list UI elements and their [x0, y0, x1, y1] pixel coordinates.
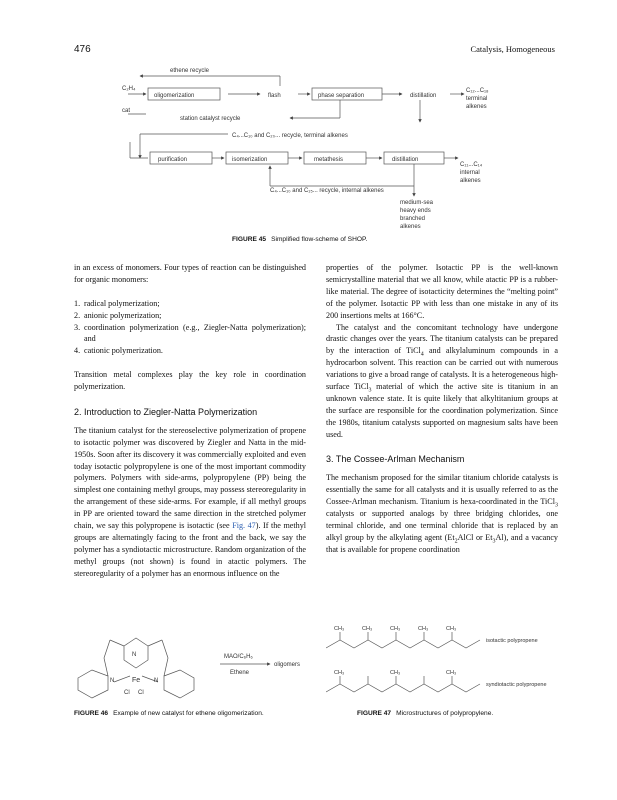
figure45-caption-text: Simplified flow-scheme of SHOP.: [271, 236, 368, 243]
figure46-caption-text: Example of new catalyst for ethene oligomerization.: [113, 710, 264, 717]
section2-heading: 2. Introduction to Ziegler-Natta Polymerization: [74, 406, 258, 417]
iso-methyl-5: CH₃: [446, 626, 457, 632]
figure46-caption: [74, 710, 264, 717]
syn-methyl-3: CH₃: [446, 670, 457, 676]
figure47-label: FIGURE 47: [357, 710, 392, 717]
flow-internal-recycle: C₄...C₁₀ and C₁₅... recycle, internal alkenes: [270, 188, 384, 194]
flow-c4c10-recycle: C₄...C₁₀ and C₂₀... recycle, terminal alkenes: [232, 133, 348, 139]
list-item: 1. radical polymerization;: [74, 298, 160, 308]
right-para3: The mechanism proposed for the similar titanium chloride catalysts is essentially the same for all catalysts and it is usually referred to as the Cossee-Arlman mechanism. Titanium is hexa-coordinated in the TiCl$_3$ catalysts or supported analogs by three bridging chlorides, one terminal chloride, and one terminal chloride that is replaced by an alkyl group by the alkylating agent ($Et_2AlCl$ or $Et_3Al$), and a vacancy that is available for propene coordination: [326, 473, 558, 554]
polypropylene-structures: [326, 620, 556, 704]
list-item: 4. cationic polymerization.: [74, 346, 163, 356]
flow-distillation-2: distillation: [392, 157, 419, 163]
page-number: 476: [74, 44, 91, 55]
fig47-link[interactable]: Fig. 47: [232, 521, 256, 531]
flow-internal-out-2: internal: [460, 170, 480, 176]
flow-heavy-4: alkenes: [400, 224, 421, 230]
figure45-label: FIGURE 45: [232, 236, 267, 243]
flow-internal-out-1: C₁₁...C₁₄: [460, 162, 483, 168]
flow-flash: flash: [268, 93, 281, 99]
imine-n-left: N: [110, 678, 115, 684]
figure47-caption: [357, 710, 493, 717]
iso-methyl-4: CH₃: [418, 626, 429, 632]
shop-flow-scheme: [120, 62, 510, 232]
reactant-ethene: Ethene: [230, 670, 250, 676]
flow-metathesis: metathesis: [314, 157, 344, 163]
flow-ethene-recycle: ethene recycle: [170, 68, 210, 74]
flow-isomerization: isomerization: [232, 157, 268, 163]
flow-c2h4: C₂H₄: [122, 86, 136, 92]
flow-distillation-1: distillation: [410, 93, 437, 99]
left-para3: The titanium catalyst for the stereoselective polymerization of propene to isotactic polymer was discovered by Ziegler and Natta in the mid-1950s. Soon after its discovery it was commercially exploited and even today isotactic polypropylene is one of the most important commodity polymers. Polymers with side-arms, polypropylene (PP) being the simplest one containing methyl groups, may possess stereoregularity in the arrangement of these side-arms. For example, if all methyl groups in PP are oriented toward the same direction in the stretched polymer chain, we say this polypropene is isotactic (see Fig. 47). If the methyl groups are alternatingly facing to the front and the back, we say the polymer has a syndiotactic microstructure. Random organization of the methyl groups (not shown) is found in atactic polymers. The stereoregularity of a polymer has an enormous influence on the: [74, 425, 307, 578]
flow-terminal-out-3: alkenes: [466, 104, 487, 110]
syn-methyl-1: CH₃: [334, 670, 345, 676]
polymerization-list: [74, 298, 306, 358]
flow-cat: cat: [122, 108, 131, 114]
figure47-caption-text: Microstructures of polypropylene.: [396, 710, 494, 717]
isotactic-label: isotactic polypropene: [486, 638, 538, 644]
product-oligomers: oligomers: [274, 662, 301, 668]
flow-internal-out-3: alkenes: [460, 178, 481, 184]
flow-terminal-out-2: terminal: [466, 96, 488, 102]
imine-n-right: N: [154, 678, 159, 684]
fe-catalyst-structure: [74, 628, 314, 708]
syndiotactic-label: syndiotactic polypropene: [486, 682, 547, 688]
right-para2: The catalyst and the concomitant technology have undergone drastic changes over the years. The titanium catalysts can be prepared by the interaction of TiCl$_4$ and alkylaluminum compounds in a hydrocarbon solvent. This reaction can be carried out with numerous variations to give a broad range of catalysts. It is a heterogeneous high-surface TiCl$_3$ material of which the active site is titanium in an unknown valence state. It is quite likely that alkyltitanium groups at the surface are responsible for the coordination polymerization. Since the 1980s, titanium catalysts supported on magnesium salts have been used.: [326, 322, 558, 439]
right-column: [326, 262, 558, 556]
list-item: 2. anionic polymerization;: [74, 310, 162, 320]
chloride-1: Cl: [124, 690, 130, 696]
flow-oligomerization: oligomerization: [154, 93, 195, 99]
fe-center: Fe: [132, 677, 141, 684]
right-para1: properties of the polymer. Isotactic PP is the well-known semicrystalline material that we all know, while atactic PP is a rubber-like material. The degree of isotacticity determines the “melting point” of the polymer. Isotactic PP with less than one mistake in any of its 200 insertions melts at 166°C.: [326, 263, 558, 320]
figure45-caption: [232, 236, 367, 243]
running-title: Catalysis, Homogeneous: [470, 44, 555, 54]
reagent-mao: MAO/C₆H₆: [224, 654, 253, 660]
flow-heavy-3: branched: [400, 216, 426, 222]
left-para2: Transition metal complexes play the key role in coordination polymerization.: [74, 370, 306, 392]
flow-terminal-out-1: C₁₂...C₁₈: [466, 88, 489, 94]
section3-heading: 3. The Cossee-Arlman Mechanism: [326, 454, 465, 465]
iso-methyl-3: CH₃: [390, 626, 401, 632]
flow-heavy-1: medium-sea: [400, 200, 434, 206]
left-intro: in an excess of monomers. Four types of reaction can be distinguished for organic monomers:: [74, 263, 306, 284]
flow-phase-separation: phase separation: [318, 93, 365, 99]
figure46-label: FIGURE 46: [74, 710, 109, 717]
pyridine-n: N: [132, 652, 137, 658]
flow-purification: purification: [158, 157, 188, 163]
flow-catalyst-recycle: station catalyst recycle: [180, 116, 241, 122]
iso-methyl-1: CH₃: [334, 626, 345, 632]
chloride-2: Cl: [138, 690, 144, 696]
list-item: 3. coordination polymerization (e.g., Ziegler-Natta polymerization); and: [74, 322, 306, 344]
syn-methyl-2: CH₃: [390, 670, 401, 676]
flow-heavy-2: heavy ends: [400, 208, 431, 214]
iso-methyl-2: CH₃: [362, 626, 373, 632]
left-column: [74, 262, 306, 580]
